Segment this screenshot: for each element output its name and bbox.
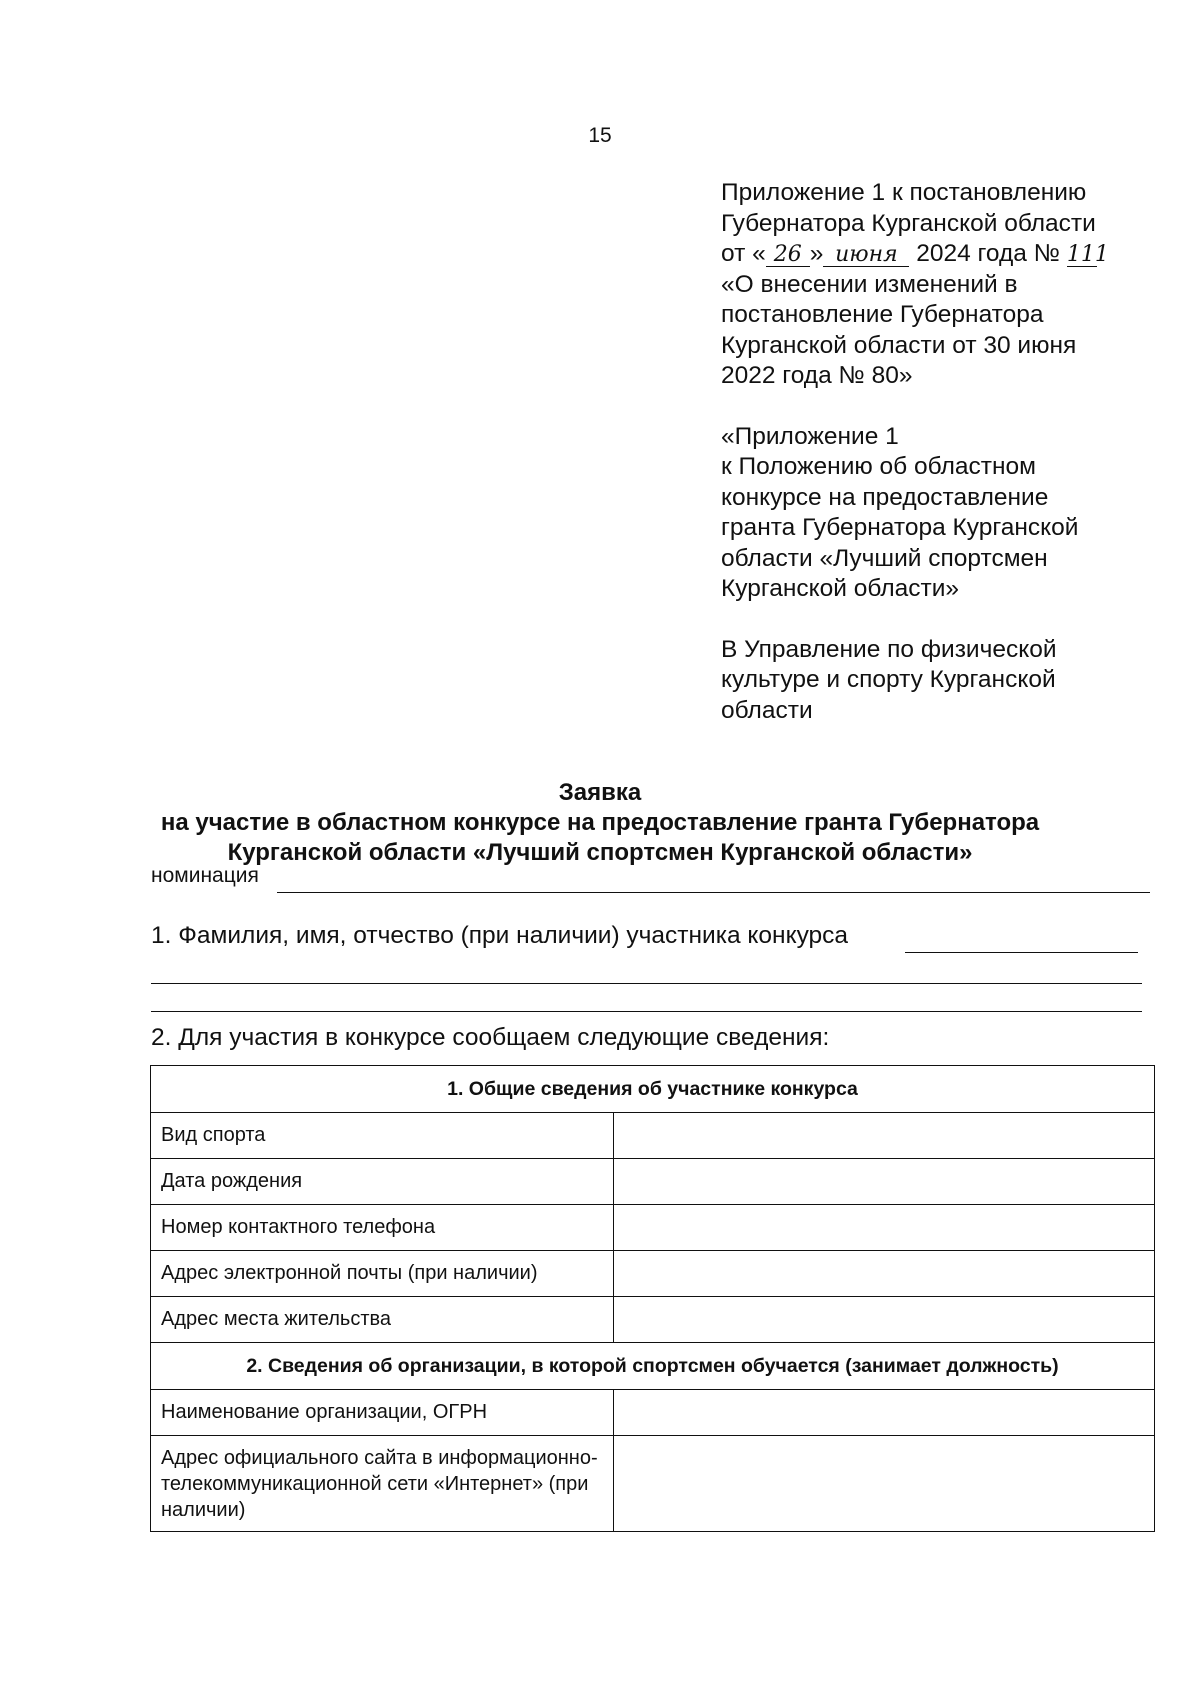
item-1-fullname: 1. Фамилия, имя, отчество (при наличии) участника конкурса: [151, 922, 849, 949]
sub-annex-line-2: к Положению об областном: [721, 453, 1036, 480]
document-title: [0, 778, 1200, 868]
table-row: [151, 1205, 1155, 1251]
annex-line-2: Губернатора Курганской области: [721, 209, 1096, 237]
addressee-line-1: В Управление по физической: [721, 635, 1057, 663]
handwritten-decree-number: 111: [1066, 242, 1109, 267]
section-2-header: 2. Сведения об организации, в которой спортсмен обучается (занимает должность): [151, 1343, 1155, 1390]
handwritten-month: июня: [823, 244, 909, 267]
row-label-email: Адрес электронной почты (при наличии): [151, 1251, 614, 1297]
row-value-website[interactable]: [614, 1436, 1155, 1532]
section-1-header: 1. Общие сведения об участнике конкурса: [151, 1066, 1155, 1113]
date-mid: »: [809, 240, 824, 267]
sub-annex-line-5: области «Лучший спортсмен: [721, 544, 1048, 572]
annex-line-1: Приложение 1 к постановлению: [721, 179, 1087, 206]
sub-annex-line-1: «Приложение 1: [721, 422, 899, 450]
nomination-input-line[interactable]: [277, 892, 1150, 893]
title-line-3: Курганской области «Лучший спортсмен Курганской области»: [227, 839, 973, 866]
row-label-website: Адрес официального сайта в информационно-телекоммуникационной сети «Интернет» (при наличии): [151, 1436, 614, 1532]
sub-annex-line-3: конкурсе на предоставление: [721, 483, 1049, 511]
row-label-phone: Номер контактного телефона: [151, 1205, 614, 1251]
applicant-info-table: [150, 1065, 1155, 1532]
row-value-address[interactable]: [614, 1297, 1155, 1343]
fullname-input-line-3[interactable]: [151, 1011, 1142, 1012]
row-value-organization[interactable]: [614, 1390, 1155, 1436]
annex-line-6: Курганской области от 30 июня: [721, 331, 1077, 359]
handwritten-day: 26: [766, 244, 810, 267]
row-value-birth-date[interactable]: [614, 1159, 1155, 1205]
fullname-input-line-2[interactable]: [151, 983, 1142, 984]
row-label-birth-date: Дата рождения: [151, 1159, 614, 1205]
title-line-2: на участие в областном конкурсе на предоставление гранта Губернатора: [160, 809, 1040, 836]
annex-header: [721, 178, 1161, 726]
row-value-sport[interactable]: [614, 1113, 1155, 1159]
table-row: [151, 1113, 1155, 1159]
table-row: [151, 1297, 1155, 1343]
fullname-input-line[interactable]: [905, 952, 1138, 953]
annex-line-4: «О внесении изменений в: [721, 270, 1018, 298]
table-row: [151, 1436, 1155, 1532]
annex-line-7: 2022 года № 80»: [721, 362, 913, 389]
date-prefix: от «: [721, 240, 766, 267]
row-value-email[interactable]: [614, 1251, 1155, 1297]
nomination-label: номинация: [151, 864, 259, 887]
row-label-sport: Вид спорта: [151, 1113, 614, 1159]
sub-annex-line-4: гранта Губернатора Курганской: [721, 514, 1079, 541]
annex-date-line: [721, 239, 1161, 270]
title-line-1: Заявка: [558, 779, 642, 806]
date-year: 2024 года №: [916, 240, 1061, 267]
annex-line-5: постановление Губернатора: [721, 301, 1044, 328]
addressee-line-2: культуре и спорту Курганской: [721, 666, 1056, 693]
table-row: [151, 1159, 1155, 1205]
sub-annex-line-6: Курганской области»: [721, 575, 960, 602]
table-row: [151, 1390, 1155, 1436]
page-number: 15: [588, 124, 612, 147]
item-2-info: 2. Для участия в конкурсе сообщаем следующие сведения:: [151, 1024, 830, 1051]
row-value-phone[interactable]: [614, 1205, 1155, 1251]
table-row: [151, 1251, 1155, 1297]
row-label-organization: Наименование организации, ОГРН: [151, 1390, 614, 1436]
row-label-address: Адрес места жительства: [151, 1297, 614, 1343]
addressee-line-3: области: [721, 696, 813, 724]
